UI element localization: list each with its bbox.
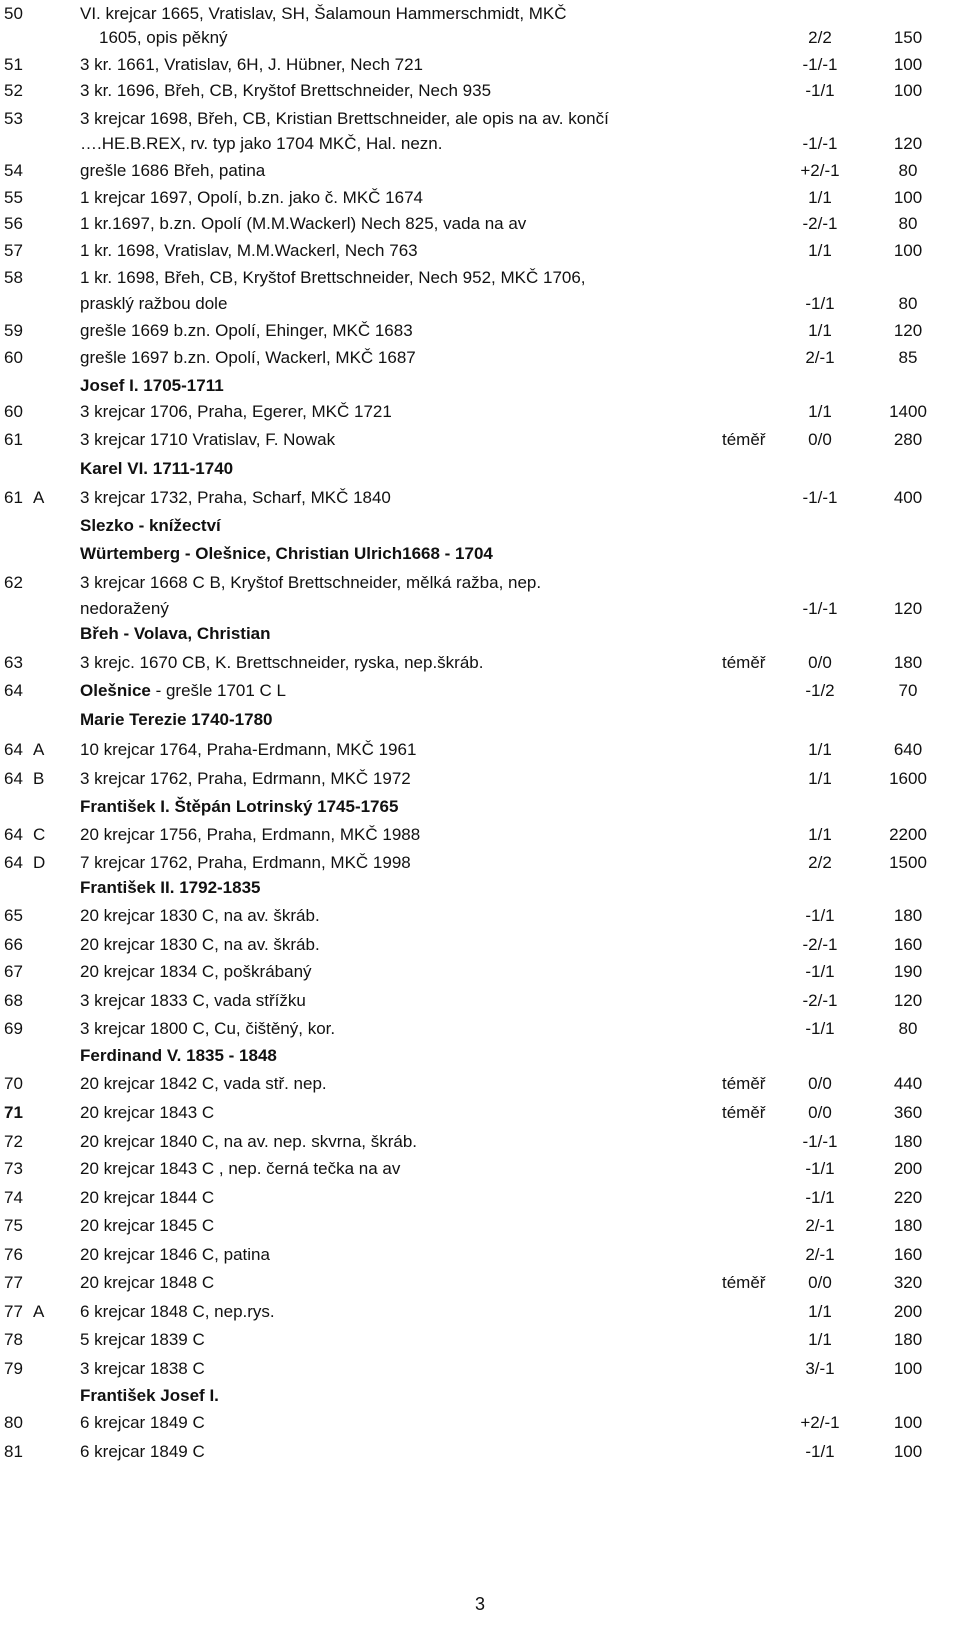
catalog-item [0, 1411, 960, 1435]
catalog-item [0, 1243, 960, 1267]
item-grade: -1/-1 [802, 55, 838, 74]
item-number: 61 [4, 430, 23, 449]
section-title: Josef I. 1705-1711 [80, 376, 224, 395]
item-number: 52 [4, 81, 23, 100]
catalog-item [0, 1072, 960, 1096]
catalog-item [0, 823, 960, 847]
item-description: 20 krejcar 1843 C , nep. černá tečka na av [80, 1159, 401, 1178]
catalog-item [0, 79, 960, 103]
item-description: ….HE.B.REX, rv. typ jako 1704 MKČ, Hal. nezn. [80, 134, 443, 153]
item-number: 63 [4, 653, 23, 672]
catalog-item [0, 960, 960, 984]
catalog-item [0, 53, 960, 77]
item-price: 200 [893, 1159, 923, 1178]
section-header [0, 622, 960, 646]
catalog-item [0, 2, 960, 26]
catalog-item [0, 1271, 960, 1295]
item-number: 60 [4, 402, 23, 421]
item-price: 120 [893, 321, 923, 340]
page-number: 3 [474, 1594, 485, 1614]
item-grade: 1/1 [808, 321, 832, 340]
item-price: 120 [893, 134, 923, 153]
item-note: téměř [722, 430, 766, 449]
item-description: prasklý ražbou dole [80, 294, 228, 313]
catalog-item [0, 319, 960, 343]
item-price: 120 [893, 599, 923, 618]
item-description: 6 krejcar 1849 C [80, 1442, 205, 1461]
catalog-item [0, 933, 960, 957]
item-description: 1 krejcar 1697, Opolí, b.zn. jako č. MKČ 1674 [80, 188, 424, 207]
catalog-item [0, 266, 960, 290]
section-title: František I. Štěpán Lotrinský 1745-1765 [80, 797, 399, 816]
item-description: 3 kr. 1696, Břeh, CB, Kryštof Brettschneider, Nech 935 [80, 81, 492, 100]
item-description: grešle 1697 b.zn. Opolí, Wackerl, MKČ 1687 [80, 348, 416, 367]
section-title: Břeh - Volava, Christian [80, 624, 271, 643]
catalog-item [0, 679, 960, 703]
item-number: 50 [4, 4, 23, 23]
item-price: 1600 [889, 769, 927, 788]
item-grade: -1/1 [805, 294, 835, 313]
item-number: 70 [4, 1074, 23, 1093]
item-continuation-line [0, 26, 960, 50]
item-continuation-line [0, 292, 960, 316]
item-grade: 3/-1 [805, 1359, 835, 1378]
item-grade: -2/-1 [802, 214, 838, 233]
item-grade: -1/1 [805, 1159, 835, 1178]
item-grade: 1/1 [808, 825, 832, 844]
item-number: 77 [4, 1273, 23, 1292]
item-grade: -2/-1 [802, 935, 838, 954]
item-price: 160 [893, 935, 923, 954]
item-number: 72 [4, 1132, 23, 1151]
item-number: 81 [4, 1442, 23, 1461]
catalog-item [0, 1186, 960, 1210]
section-header [0, 374, 960, 398]
item-description: nedoražený [80, 599, 169, 618]
item-number: 64 [4, 769, 23, 788]
section-header [0, 514, 960, 538]
item-description: 10 krejcar 1764, Praha-Erdmann, MKČ 1961 [80, 740, 417, 759]
item-grade: 2/-1 [805, 1216, 835, 1235]
catalog-item [0, 346, 960, 370]
section-title: Karel VI. 1711-1740 [80, 459, 234, 478]
item-grade: -1/1 [805, 81, 835, 100]
catalog-item [0, 571, 960, 595]
item-description: 1 kr.1697, b.zn. Opolí (M.M.Wackerl) Nech 825, vada na av [80, 214, 527, 233]
item-price: 120 [893, 991, 923, 1010]
item-grade: -1/1 [805, 1442, 835, 1461]
section-title: Ferdinand V. 1835 - 1848 [80, 1046, 277, 1065]
item-description: 3 krejcar 1698, Břeh, CB, Kristian Brettschneider, ale opis na av. končí [80, 109, 609, 128]
item-grade: 1/1 [808, 740, 832, 759]
item-description: 20 krejcar 1848 C [80, 1273, 215, 1292]
item-description: VI. krejcar 1665, Vratislav, SH, Šalamoun Hammerschmidt, MKČ [80, 4, 567, 23]
section-title: Marie Terezie 1740-1780 [80, 710, 273, 729]
item-grade: 2/-1 [805, 1245, 835, 1264]
item-price: 190 [893, 962, 923, 981]
item-description: 20 krejcar 1840 C, na av. nep. skvrna, škráb. [80, 1132, 418, 1151]
item-price: 100 [893, 241, 923, 260]
item-grade: 2/2 [808, 853, 832, 872]
item-grade: 1/1 [808, 188, 832, 207]
item-price: 1500 [889, 853, 927, 872]
catalog-item [0, 186, 960, 210]
item-number: 76 [4, 1245, 23, 1264]
item-number: 68 [4, 991, 23, 1010]
item-suffix: A [33, 488, 45, 507]
item-description: 6 krejcar 1849 C [80, 1413, 205, 1432]
item-price: 80 [898, 294, 918, 313]
catalog-item [0, 1357, 960, 1381]
section-header [0, 708, 960, 732]
item-description: 3 krejcar 1668 C B, Kryštof Brettschneider, mělká ražba, nep. [80, 573, 542, 592]
item-grade: 0/0 [808, 653, 832, 672]
catalog-item [0, 651, 960, 675]
catalog-item [0, 851, 960, 875]
item-grade: -1/1 [805, 962, 835, 981]
item-number: 60 [4, 348, 23, 367]
item-description: 3 krejcar 1706, Praha, Egerer, MKČ 1721 [80, 402, 392, 421]
item-description: 3 krejcar 1800 C, Cu, čištěný, kor. [80, 1019, 336, 1038]
item-price: 85 [898, 348, 918, 367]
section-title: Würtemberg - Olešnice, Christian Ulrich1668 - 1704 [80, 544, 493, 563]
catalog-item [0, 1440, 960, 1464]
catalog-item [0, 1130, 960, 1154]
item-number: 57 [4, 241, 23, 260]
catalog-item [0, 1101, 960, 1125]
section-title: František II. 1792-1835 [80, 878, 261, 897]
item-number: 56 [4, 214, 23, 233]
section-header [0, 542, 960, 566]
item-price: 2200 [889, 825, 927, 844]
catalog-item [0, 1214, 960, 1238]
item-number: 64 [4, 740, 23, 759]
item-grade: 1/1 [808, 1330, 832, 1349]
item-grade: 1/1 [808, 402, 832, 421]
item-price: 400 [893, 488, 923, 507]
item-continuation-line [0, 597, 960, 621]
item-price: 200 [893, 1302, 923, 1321]
item-description: 6 krejcar 1848 C, nep.rys. [80, 1302, 275, 1321]
item-price: 100 [893, 81, 923, 100]
item-description: 20 krejcar 1830 C, na av. škráb. [80, 935, 320, 954]
item-number: 73 [4, 1159, 23, 1178]
catalog-item [0, 212, 960, 236]
catalog-item [0, 989, 960, 1013]
item-description: 1605, opis pěkný [99, 28, 228, 47]
item-price: 70 [898, 681, 918, 700]
item-grade: 0/0 [808, 1074, 832, 1093]
item-number: 71 [4, 1103, 23, 1122]
section-header [0, 795, 960, 819]
item-suffix: A [33, 740, 45, 759]
item-note: téměř [722, 1074, 766, 1093]
item-description: 3 krejcar 1833 C, vada střížku [80, 991, 306, 1010]
item-description: 3 krejcar 1732, Praha, Scharf, MKČ 1840 [80, 488, 391, 507]
item-number: 64 [4, 681, 23, 700]
item-suffix: B [33, 769, 45, 788]
item-number: 58 [4, 268, 23, 287]
section-header [0, 876, 960, 900]
item-price: 180 [893, 1216, 923, 1235]
item-grade: -1/1 [805, 1019, 835, 1038]
item-grade: 1/1 [808, 241, 832, 260]
item-grade: +2/-1 [800, 1413, 840, 1432]
item-grade: -1/-1 [802, 488, 838, 507]
item-number: 80 [4, 1413, 23, 1432]
section-header [0, 1044, 960, 1068]
item-price: 220 [893, 1188, 923, 1207]
item-price: 80 [898, 214, 918, 233]
item-description: 20 krejcar 1843 C [80, 1103, 215, 1122]
item-description: 20 krejcar 1834 C, poškrábaný [80, 962, 312, 981]
item-price: 180 [893, 653, 923, 672]
item-price: 100 [893, 1413, 923, 1432]
item-number: 69 [4, 1019, 23, 1038]
item-price: 180 [893, 906, 923, 925]
item-description: 20 krejcar 1845 C [80, 1216, 215, 1235]
item-number: 59 [4, 321, 23, 340]
item-grade: -2/-1 [802, 991, 838, 1010]
item-number: 78 [4, 1330, 23, 1349]
item-description: grešle 1669 b.zn. Opolí, Ehinger, MKČ 1683 [80, 321, 413, 340]
item-grade: 0/0 [808, 430, 832, 449]
item-number: 54 [4, 161, 23, 180]
item-price: 440 [893, 1074, 923, 1093]
item-price: 80 [898, 161, 918, 180]
item-description: 20 krejcar 1830 C, na av. škráb. [80, 906, 320, 925]
item-price: 80 [898, 1019, 918, 1038]
catalog-item [0, 1328, 960, 1352]
item-suffix: A [33, 1302, 45, 1321]
catalog-item [0, 486, 960, 510]
item-number: 51 [4, 55, 23, 74]
catalog-item [0, 738, 960, 762]
item-note: téměř [722, 1273, 766, 1292]
item-suffix: D [33, 853, 46, 872]
item-suffix: C [33, 825, 46, 844]
item-grade: +2/-1 [800, 161, 840, 180]
catalog-item [0, 1157, 960, 1181]
item-price: 160 [893, 1245, 923, 1264]
item-description: 3 krejc. 1670 CB, K. Brettschneider, ryska, nep.škráb. [80, 653, 484, 672]
item-price: 100 [893, 55, 923, 74]
item-description: 20 krejcar 1756, Praha, Erdmann, MKČ 1988 [80, 825, 421, 844]
item-number: 67 [4, 962, 23, 981]
item-number: 61 [4, 488, 23, 507]
section-title: František Josef I. [80, 1386, 219, 1405]
item-note: téměř [722, 1103, 766, 1122]
item-number: 74 [4, 1188, 23, 1207]
item-description: 5 krejcar 1839 C [80, 1330, 205, 1349]
item-description: 1 kr. 1698, Břeh, CB, Kryštof Brettschneider, Nech 952, MKČ 1706, [80, 268, 586, 287]
item-description: 7 krejcar 1762, Praha, Erdmann, MKČ 1998 [80, 853, 411, 872]
item-number: 65 [4, 906, 23, 925]
item-price: 150 [893, 28, 923, 47]
item-description: 3 krejcar 1762, Praha, Edrmann, MKČ 1972 [80, 769, 411, 788]
item-grade: 2/-1 [805, 348, 835, 367]
item-description: grešle 1686 Břeh, patina [80, 161, 266, 180]
item-description [80, 679, 286, 703]
item-description: 3 kr. 1661, Vratislav, 6H, J. Hübner, Nech 721 [80, 55, 424, 74]
item-number: 53 [4, 109, 23, 128]
catalog-item [0, 107, 960, 131]
item-number: 66 [4, 935, 23, 954]
item-price: 180 [893, 1132, 923, 1151]
item-description: 3 krejcar 1710 Vratislav, F. Nowak [80, 430, 336, 449]
item-grade: -1/-1 [802, 1132, 838, 1151]
item-grade: -1/1 [805, 1188, 835, 1207]
item-grade: 2/2 [808, 28, 832, 47]
item-number: 55 [4, 188, 23, 207]
section-title: Slezko - knížectví [80, 516, 221, 535]
section-header [0, 1384, 960, 1408]
item-number: 62 [4, 573, 23, 592]
catalog-item [0, 400, 960, 424]
catalog-item [0, 767, 960, 791]
item-grade: 1/1 [808, 769, 832, 788]
item-price: 320 [893, 1273, 923, 1292]
item-note: téměř [722, 653, 766, 672]
item-grade: 1/1 [808, 1302, 832, 1321]
item-price: 640 [893, 740, 923, 759]
item-grade: -1/-1 [802, 599, 838, 618]
item-number: 64 [4, 825, 23, 844]
item-price: 360 [893, 1103, 923, 1122]
section-header [0, 457, 960, 481]
item-price: 280 [893, 430, 923, 449]
catalog-item [0, 239, 960, 263]
item-description-rest: - grešle 1701 C L [150, 681, 287, 700]
item-number: 79 [4, 1359, 23, 1378]
item-price: 1400 [889, 402, 927, 421]
item-grade: 0/0 [808, 1103, 832, 1122]
item-grade: -1/2 [805, 681, 835, 700]
item-price: 100 [893, 188, 923, 207]
item-description: 1 kr. 1698, Vratislav, M.M.Wackerl, Nech 763 [80, 241, 418, 260]
item-grade: 0/0 [808, 1273, 832, 1292]
item-description: 20 krejcar 1842 C, vada stř. nep. [80, 1074, 327, 1093]
catalog-item [0, 159, 960, 183]
item-price: 100 [893, 1359, 923, 1378]
item-description: 3 krejcar 1838 C [80, 1359, 205, 1378]
item-price: 100 [893, 1442, 923, 1461]
catalog-item [0, 1017, 960, 1041]
item-grade: -1/1 [805, 906, 835, 925]
item-description: 20 krejcar 1844 C [80, 1188, 215, 1207]
catalog-item [0, 428, 960, 452]
item-price: 180 [893, 1330, 923, 1349]
item-number: 75 [4, 1216, 23, 1235]
item-description: 20 krejcar 1846 C, patina [80, 1245, 270, 1264]
catalog-item [0, 904, 960, 928]
item-grade: -1/-1 [802, 134, 838, 153]
item-number: 64 [4, 853, 23, 872]
item-continuation-line [0, 132, 960, 156]
catalog-item [0, 1300, 960, 1324]
item-description-bold: Olešnice [80, 681, 151, 700]
item-number: 77 [4, 1302, 23, 1321]
